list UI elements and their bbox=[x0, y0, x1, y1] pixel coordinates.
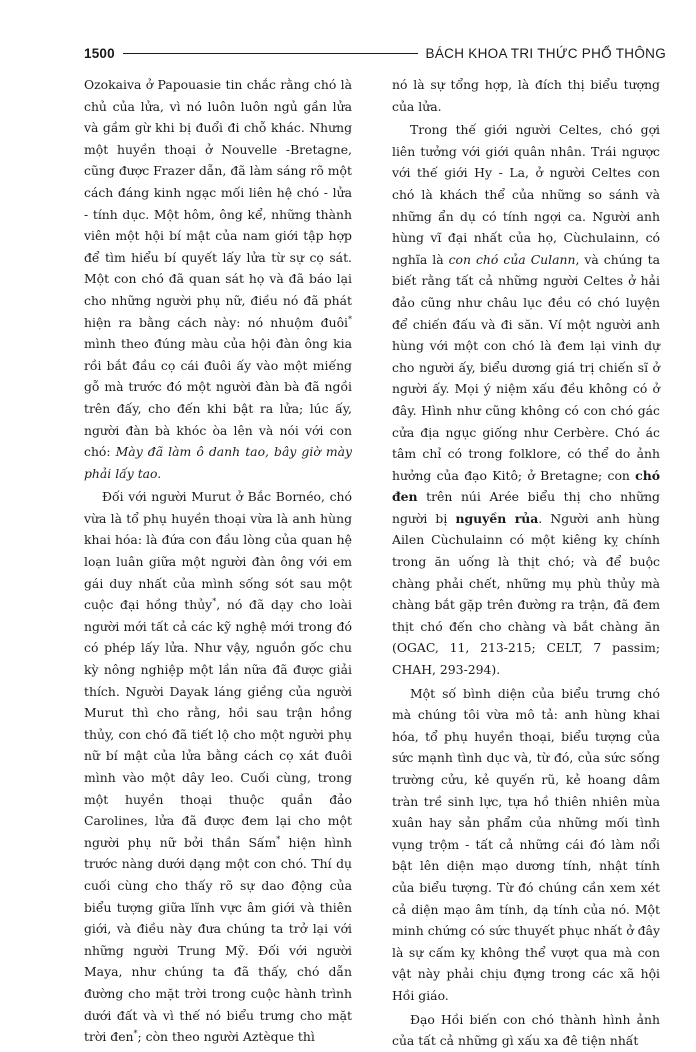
text-run: . Người anh hùng Ailen Cùchulainn có một kiêng kỵ chính trong ăn uống là thịt chó; và để buộc chàng phải chết, những mụ phù thủy mà chàng bắt gặp trên đường ra trận, đã đem thịt chó đến cho chàng và bắt chàng ăn (OGAC, 11, 213-215; CELT, 7 passim; CHAH, 293-294). bbox=[392, 510, 660, 678]
text-run: Trong thế giới người Celtes, chó gợi liên tưởng với giới quân nhân. Trái ngược với thế giới Hy - La, ở người Celtes con chó là khách thể của những so sánh và những ẩn dụ có tính ngợi ca. Người anh hùng vĩ đại nhất của họ, Cùchulainn, có nghĩa là bbox=[392, 122, 660, 267]
header-rule bbox=[123, 53, 418, 54]
text-run: Ozokaiva ở Papouasie tin chắc rằng chó là chủ của lửa, vì nó luôn luôn ngủ gần lửa và gầm gừ khi bị đuổi đi chỗ khác. Nhưng một huyền thoại ở Nouvelle -Bretagne, cũng được Frazer dẫn, đã làm sáng rõ một cách đáng kinh ngạc mối liên hệ chó - lửa - tính dục. Một hôm, ông kể, những thành viên một hội bí mật của nam giới tập hợp để tìm hiểu bí quyết lấy lửa từ sự cọ sát. Một con chó đã quan sát họ và đã báo lại cho những người phụ nữ, điều nó đã phát hiện ra bằng cách này: nó nhuộm đuôi bbox=[84, 77, 352, 330]
paragraph bbox=[84, 74, 352, 484]
footnote-mark: * bbox=[348, 314, 352, 324]
running-title: BÁCH KHOA TRI THỨC PHỔ THÔNG bbox=[425, 45, 666, 61]
page-number: 1500 bbox=[84, 45, 115, 61]
bold-term: chó đen bbox=[392, 467, 660, 505]
paragraph: nó là sự tổng hợp, là đích thị biểu tượng của lửa. bbox=[392, 77, 660, 114]
paragraph bbox=[392, 119, 660, 680]
bold-term: nguyền rủa bbox=[455, 510, 539, 526]
text-run: mình theo đúng màu của hội đàn ông kia rồi bắt đầu cọ cái đuôi ấy vào một miếng gỗ mà trước đó một người đàn bà đã ngồi trên đấy, cho đến khi bật ra lửa; lúc ấy, người đàn bà khóc òa lên và nói với con chó: bbox=[84, 336, 352, 460]
text-run: , và chúng ta biết rằng tất cả những người Celtes ở hải đảo cũng như châu lục đều có chó luyện để chiến đấu và đi săn. Ví một người anh hùng với một con chó là đem lại vinh dự cho người ấy, biểu dương giá trị chiến sĩ ở người ấy. Mọi ý niệm xấu đều không có ở đây. Hình như cũng không có con chó gác cửa địa ngục giống như Cerbère. Chó ác tâm chỉ có trong folklore, có thể do ảnh hưởng của đạo Kitô; ở Bretagne; con bbox=[392, 251, 660, 483]
paragraph: Đạo Hồi biến con chó thành hình ảnh của tất cả những gì xấu xa đê tiện nhất bbox=[392, 1011, 660, 1049]
text-run: , nó đã dạy cho loài người mới tất cả các kỹ nghệ mới trong đó có phép lấy lửa. Như vậy, nguồn gốc chu kỳ nông nghiệp một lần nữa đã được giải thích. Người Dayak láng giềng của người Murut thì cho rằng, hồi sau trận hồng thủy, con chó đã tiết lộ cho một người phụ nữ bí mật của lửa bằng cách cọ xát đuôi mình vào một dây leo. Cuối cùng, trong một huyền thoại thuộc quần đảo Carolines, lửa đã được đem lại cho một người phụ nữ bởi thần Sấm bbox=[84, 597, 352, 850]
italic-quote: Mày đã làm ô danh tao, bây giờ mày phải lấy tao. bbox=[84, 444, 352, 481]
text-run: ; còn theo người Aztèque thì bbox=[137, 1029, 315, 1045]
text-run: trên núi Arée biểu thị cho những người bị bbox=[392, 489, 660, 526]
running-header bbox=[84, 42, 666, 64]
footnote-mark: * bbox=[133, 1029, 138, 1038]
footnote-mark: * bbox=[276, 834, 281, 844]
text-run: hiện hình trước nàng dưới dạng một con chó. Thí dụ cuối cùng cho thấy rõ sự dao động của biểu tượng giữa lĩnh vực âm giới và thiên giới, và điều này đưa chúng ta trở lại với những người Trung Mỹ. Đối với người Maya, như chúng ta đã thấy, chó dẫn đường cho mặt trời trong cuộc hành trình dưới đất và vì thế nó biểu trưng cho mặt trời đen bbox=[84, 834, 352, 1045]
paragraph: Một số bình diện của biểu trưng chó mà chúng tôi vừa mô tả: anh hùng khai hóa, tổ phụ huyền thoại, biểu tượng của sức mạnh tình dục và, từ đó, của sức sống trường cửu, kẻ quyến rũ, kẻ hoang dâm tràn trề sinh lực, tựa hồ thiên nhiên mùa xuân hay sản phẩm của những mối tình vụng trộm - tất cả những cái đó làm nổi bật lên diện mạo dương tính, nhật tính của biểu tượng. Từ đó chúng cần xem xét cả diện mạo âm tính, dạ tính của nó. Một minh chứng có sức thuyết phục nhất ở đây là sự cấm kỵ không thể vượt qua mà con vật này phải chịu đựng trong các xã hội Hồi giáo. bbox=[392, 685, 660, 1003]
italic-term: con chó của Culann bbox=[448, 251, 576, 267]
footnote-mark: * bbox=[212, 597, 217, 607]
right-column bbox=[392, 74, 660, 1052]
left-column bbox=[84, 74, 352, 1048]
text-run: Đối với người Murut ở Bắc Bornéo, chó vừa là tổ phụ huyền thoại vừa là anh hùng khai hóa: là đứa con đầu lòng của quan hệ loạn luân giữa một người đàn ông với em gái duy nhất của mình sống sót sau một cuộc đại hồng thủy bbox=[84, 489, 352, 613]
paragraph bbox=[84, 486, 352, 1047]
